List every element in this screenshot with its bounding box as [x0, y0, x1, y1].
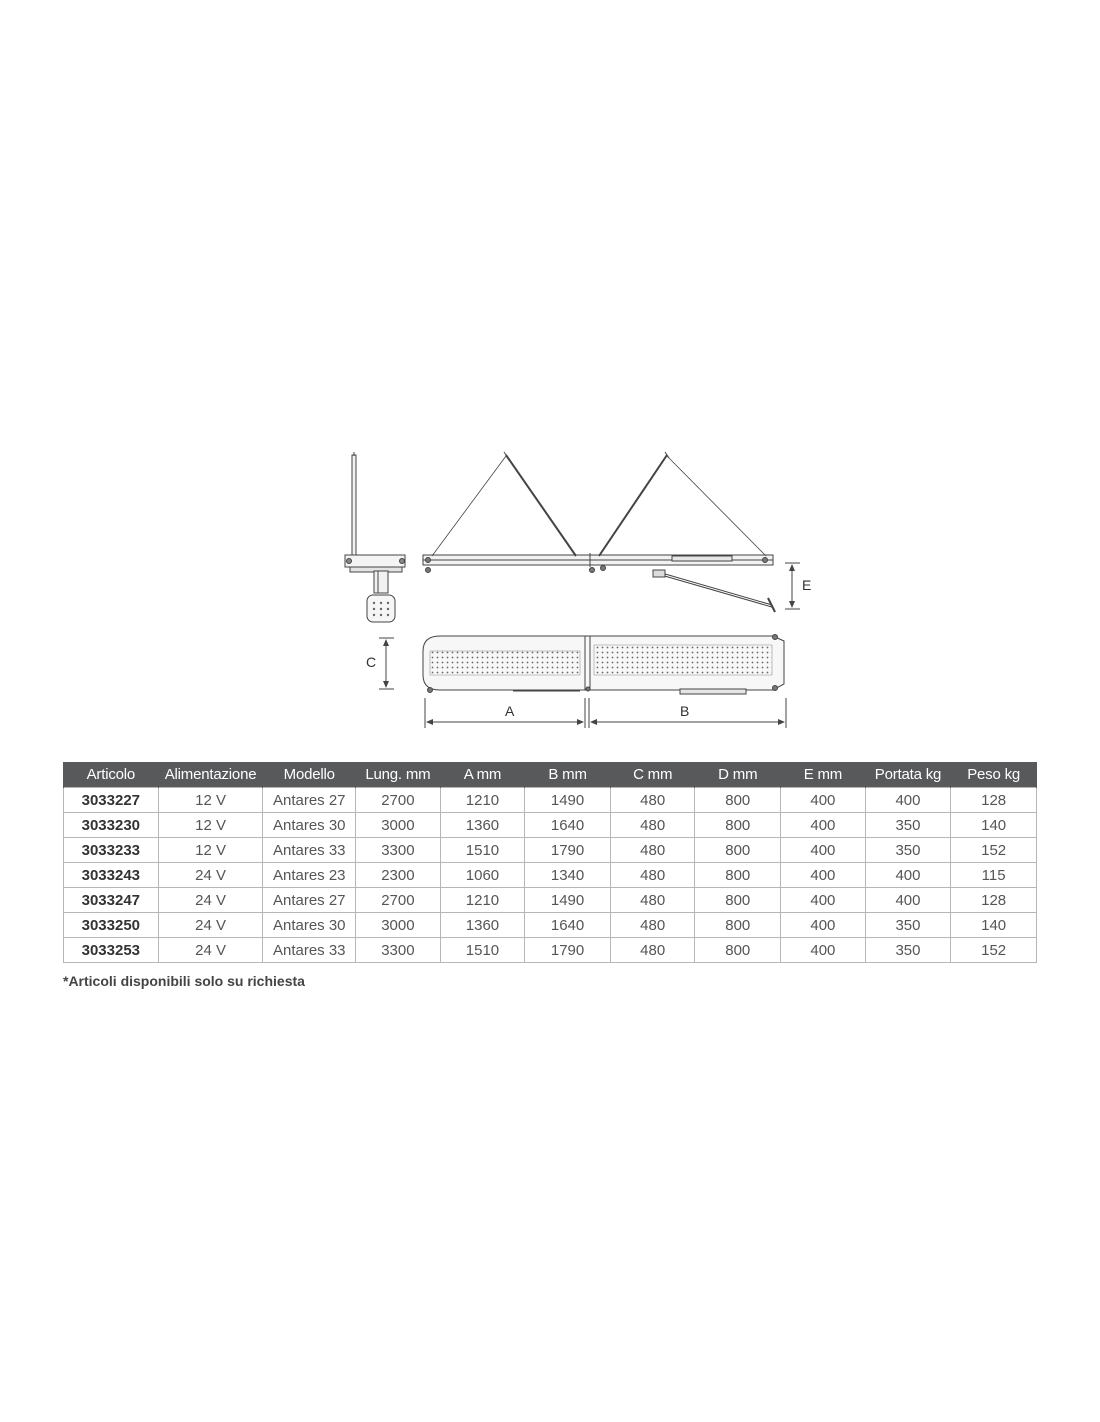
table-cell: 128: [951, 888, 1037, 913]
table-cell: Antares 27: [263, 888, 356, 913]
table-row: [64, 863, 1037, 888]
plan-view-drawing: [423, 635, 784, 695]
header-cell: Portata kg: [865, 762, 951, 788]
table-cell: 1210: [440, 888, 525, 913]
table-cell: 480: [610, 788, 695, 813]
table-cell: 1790: [525, 938, 611, 963]
table-cell: 1210: [440, 788, 525, 813]
table-cell: 3000: [356, 913, 441, 938]
table-cell: 400: [781, 938, 866, 963]
end-view-drawing: [345, 452, 405, 622]
table-cell: 800: [695, 938, 781, 963]
table-cell: 400: [865, 863, 951, 888]
header-cell: Alimentazione: [158, 762, 263, 788]
header-cell: Peso kg: [951, 762, 1037, 788]
table-cell: 480: [610, 863, 695, 888]
table-cell: 3000: [356, 813, 441, 838]
table-cell: 3300: [356, 938, 441, 963]
table-cell: 115: [951, 863, 1037, 888]
table-cell: 480: [610, 913, 695, 938]
header-cell: C mm: [610, 762, 695, 788]
table-row: [64, 913, 1037, 938]
table-cell: 24 V: [158, 888, 263, 913]
article-code-cell: 3033253: [64, 938, 159, 963]
table-cell: 128: [951, 788, 1037, 813]
table-cell: 12 V: [158, 813, 263, 838]
table-cell: 152: [951, 838, 1037, 863]
table-cell: 480: [610, 888, 695, 913]
table-cell: 1510: [440, 838, 525, 863]
article-code-cell: 3033247: [64, 888, 159, 913]
table-cell: 400: [781, 838, 866, 863]
table-cell: 480: [610, 938, 695, 963]
table-cell: 2300: [356, 863, 441, 888]
table-row: [64, 788, 1037, 813]
table-header-row: [64, 762, 1037, 788]
dimension-label-e: E: [802, 577, 812, 593]
table-cell: 12 V: [158, 838, 263, 863]
table-cell: 400: [781, 863, 866, 888]
header-cell: B mm: [525, 762, 611, 788]
table-cell: 800: [695, 813, 781, 838]
table-cell: 800: [695, 863, 781, 888]
header-cell: E mm: [781, 762, 866, 788]
table-cell: 140: [951, 813, 1037, 838]
table-cell: 1640: [525, 813, 611, 838]
table-cell: 140: [951, 913, 1037, 938]
table-row: [64, 838, 1037, 863]
table-cell: Antares 27: [263, 788, 356, 813]
table-cell: 1640: [525, 913, 611, 938]
table-cell: 400: [781, 913, 866, 938]
article-code-cell: 3033250: [64, 913, 159, 938]
table-cell: 12 V: [158, 788, 263, 813]
table-cell: 800: [695, 788, 781, 813]
table-cell: Antares 23: [263, 863, 356, 888]
table-cell: 480: [610, 813, 695, 838]
availability-note: *Articoli disponibili solo su richiesta: [63, 973, 305, 989]
table-cell: 800: [695, 838, 781, 863]
table-cell: 1360: [440, 813, 525, 838]
article-code-cell: 3033233: [64, 838, 159, 863]
side-view-drawing: [423, 452, 775, 612]
table-cell: 400: [781, 788, 866, 813]
table-cell: 1360: [440, 913, 525, 938]
table-cell: 2700: [356, 788, 441, 813]
table-row: [64, 813, 1037, 838]
dimension-label-a: A: [505, 703, 515, 719]
table-cell: 1490: [525, 888, 611, 913]
header-cell: Modello: [263, 762, 356, 788]
dimension-label-c: C: [366, 654, 377, 670]
dimension-label-b: B: [680, 703, 690, 719]
table-cell: 152: [951, 938, 1037, 963]
table-cell: 24 V: [158, 938, 263, 963]
table-cell: 1510: [440, 938, 525, 963]
table-cell: 350: [865, 938, 951, 963]
table-cell: 1060: [440, 863, 525, 888]
table-cell: 1790: [525, 838, 611, 863]
table-cell: 350: [865, 813, 951, 838]
header-cell: Lung. mm: [356, 762, 441, 788]
table-cell: 480: [610, 838, 695, 863]
table-cell: 24 V: [158, 863, 263, 888]
table-cell: 3300: [356, 838, 441, 863]
table-cell: Antares 30: [263, 813, 356, 838]
table-cell: 1340: [525, 863, 611, 888]
header-cell: D mm: [695, 762, 781, 788]
header-cell: A mm: [440, 762, 525, 788]
table-cell: 800: [695, 888, 781, 913]
table-cell: 350: [865, 838, 951, 863]
table-cell: 2700: [356, 888, 441, 913]
table-cell: 400: [781, 888, 866, 913]
table-cell: Antares 30: [263, 913, 356, 938]
table-cell: Antares 33: [263, 838, 356, 863]
table-cell: 24 V: [158, 913, 263, 938]
table-row: [64, 888, 1037, 913]
article-code-cell: 3033243: [64, 863, 159, 888]
article-code-cell: 3033227: [64, 788, 159, 813]
table-cell: Antares 33: [263, 938, 356, 963]
table-cell: 1490: [525, 788, 611, 813]
table-cell: 800: [695, 913, 781, 938]
header-cell: Articolo: [64, 762, 159, 788]
table-row: [64, 938, 1037, 963]
specification-table: [63, 762, 1037, 963]
table-cell: 350: [865, 913, 951, 938]
article-code-cell: 3033230: [64, 813, 159, 838]
table-cell: 400: [781, 813, 866, 838]
table-cell: 400: [865, 888, 951, 913]
table-cell: 400: [865, 788, 951, 813]
